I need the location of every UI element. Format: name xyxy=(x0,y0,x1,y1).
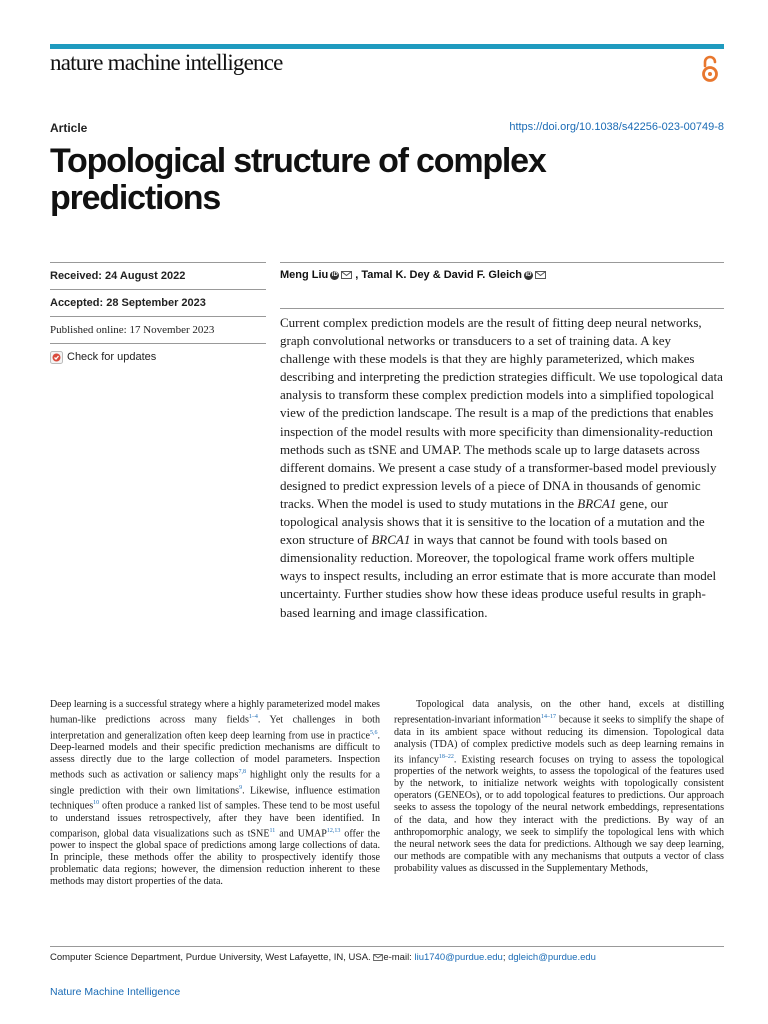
body-text: Deep learning is a successful strategy where a highly parameterized model makes human-like predictions across many fields xyxy=(50,699,380,726)
check-updates-icon xyxy=(50,351,63,364)
affiliation-text: Computer Science Department, Purdue University, West Lafayette, IN, USA. xyxy=(50,952,371,963)
abstract-text: gene, our topological analysis shows that it is sensitive to the location of a mutation and the exon structure of xyxy=(280,495,705,548)
envelope-icon[interactable] xyxy=(341,271,352,279)
check-updates-button[interactable] xyxy=(50,351,156,364)
gene-name: BRCA1 xyxy=(371,532,411,548)
author-name[interactable]: Meng Liu xyxy=(280,269,329,281)
check-updates-row xyxy=(50,343,266,370)
article-type-label: Article xyxy=(50,121,88,135)
reference-link[interactable]: 10 xyxy=(93,800,100,807)
check-updates-label: Check for updates xyxy=(67,351,157,363)
reference-link[interactable]: 18–22 xyxy=(438,753,454,760)
accepted-text: Accepted: 28 September 2023 xyxy=(50,297,206,309)
body-text: . Existing research focuses on trying to assess the topological properties of the network weights, to assess the topological of the features used by the network, to initialize network weights with topologically consistent operators (GENEOs), or to add topological features to predictions. Our approach seeks to assess the topology of the neural network embeddings, representations of the data, and how they interact with the predictions. By way of an anthropomorphic analogy, we seek to simplify the topological lens with which the neural network sees the data for predictions. Although we say deep learning, our methods are compatible with any mechanisms that outputs a vector of class probability values as discussed in the Supplementary Methods, xyxy=(394,754,724,874)
reference-link[interactable]: 1–4 xyxy=(248,714,258,721)
author-names[interactable]: Tamal K. Dey & David F. Gleich xyxy=(361,269,522,281)
orcid-icon[interactable]: iD xyxy=(525,271,532,278)
article-dates xyxy=(50,262,266,370)
body-text: and UMAP xyxy=(275,828,327,839)
abstract-text: Current complex prediction models are the result of fitting deep neural networks, graph convolutional networks or transducers to a set of training data. A key challenge with these models is that they are highly parameterized, which makes describing and interpreting the prediction strategies difficult. We use topological data analysis to transform these complex prediction models into a simplified topological view of the prediction landscape. The result is a map of the predictions that enables inspection of the model results with more specificity than dimensionality-reduction methods such as tSNE and UMAP. The methods scale up to large datasets across different domains. We present a case study of a transformer-based model previously designed to predict expression levels of a piece of DNA in thousands of genomic tracks. When the model is used to study mutations in the xyxy=(280,315,723,511)
abstract-text: in ways that cannot be found with tools based on dimensionality reduction. Moreover, the topological frame work offers multiple ways to inspect results, including an error estimate that is more accurate than model uncertainty. Further studies show how these ideas produce useful results in graph-based learning and image classification. xyxy=(280,532,717,620)
body-text: Topological data analysis, on the other hand, excels at distilling representation-invariant information xyxy=(394,699,724,726)
affiliation xyxy=(50,952,724,963)
body-text: highlight only the results for a single prediction with their own limitations xyxy=(50,769,380,796)
affiliation-divider xyxy=(50,946,724,947)
body-column-right xyxy=(394,699,724,875)
author-list: Meng Liu iD , Tamal K. Dey & David F. Gleich iD xyxy=(280,262,724,281)
doi-link[interactable]: https://doi.org/10.1038/s42256-023-00749-8 xyxy=(509,121,724,133)
email-link[interactable]: liu1740@purdue.edu xyxy=(414,952,503,963)
body-text: because it seeks to simplify the shape of data in its ambient space without reducing its dimension. Topological data analysis (TDA) of complex predictive models such as deep learning remains in its infancy xyxy=(394,714,724,766)
body-text: often produce a ranked list of samples. These tend to be most useful to understand issues retrospectively, after they have been identified. In comparison, global data visualizations such as tSNE xyxy=(50,800,380,839)
body-text: offer the power to inspect the global space of predictions among large collections of data. In principle, these methods offer the ability to prospectively identify those problematic data regions; however, the dimension reduction inherent to these methods may distort properties of the data. xyxy=(50,828,380,888)
header-accent-bar xyxy=(50,44,724,49)
envelope-icon[interactable] xyxy=(535,271,546,279)
received-text: Received: 24 August 2022 xyxy=(50,270,186,282)
body-text: . Deep-learned models and their specific prediction mechanisms are difficult to assess directly due to the large collection of model parameters. Inspection methods such as activation or saliency maps xyxy=(50,729,380,781)
email-link[interactable]: dgleich@purdue.edu xyxy=(508,952,596,963)
reference-link[interactable]: 7,8 xyxy=(238,769,246,776)
received-date xyxy=(50,262,266,289)
email-label: e-mail: xyxy=(383,952,415,963)
body-text: . Yet challenges in both interpretation and generalization often keep deep learning from use in practice xyxy=(50,714,380,741)
abstract-divider xyxy=(280,308,724,309)
open-access-icon[interactable] xyxy=(700,54,720,84)
journal-name[interactable]: nature machine intelligence xyxy=(50,50,283,75)
reference-link[interactable]: 5,6 xyxy=(369,729,378,736)
abstract xyxy=(280,314,724,622)
orcid-icon[interactable]: iD xyxy=(331,271,338,278)
accepted-date xyxy=(50,289,266,316)
published-date xyxy=(50,316,266,343)
reference-link[interactable]: 14–17 xyxy=(540,714,556,721)
published-text: Published online: 17 November 2023 xyxy=(50,324,215,336)
footer-journal[interactable]: Nature Machine Intelligence xyxy=(50,986,181,998)
envelope-icon xyxy=(373,954,383,961)
reference-link[interactable]: 12,13 xyxy=(326,827,341,834)
article-title: Topological structure of complex predictions xyxy=(50,142,546,217)
gene-name: BRCA1 xyxy=(577,495,617,511)
body-text: . Likewise, influence estimation techniques xyxy=(50,785,380,812)
email-separator: ; xyxy=(502,952,509,963)
reference-link[interactable]: 11 xyxy=(269,827,276,834)
reference-link[interactable]: 9 xyxy=(239,784,243,791)
body-column-left xyxy=(50,699,380,888)
